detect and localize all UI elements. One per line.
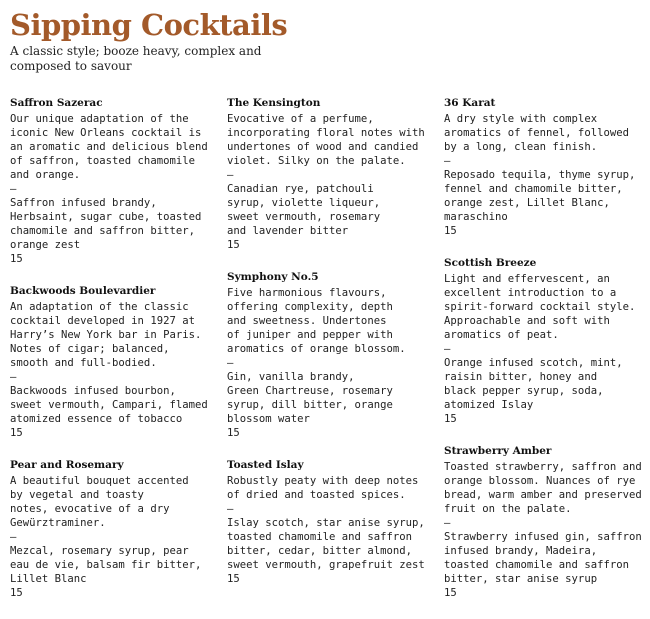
cocktail-item xyxy=(444,257,650,426)
cocktail-separator: — xyxy=(10,531,17,543)
menu-column-2 xyxy=(227,97,439,605)
cocktail-description: An adaptation of the classic cocktail developed in 1927 at Harry’s New York bar in Paris. Notes of cigar; balanced, smooth and full-bodied. xyxy=(10,301,202,369)
cocktail-price: 15 xyxy=(227,427,240,439)
cocktail-ingredients: Reposado tequila, thyme syrup, fennel and chamomile bitter, orange zest, Lillet Blanc, maraschino xyxy=(444,169,636,223)
cocktail-separator: — xyxy=(444,343,451,355)
cocktail-description: Evocative of a perfume, incorporating floral notes with undertones of wood and candied violet. Silky on the palate. xyxy=(227,113,425,167)
cocktail-name: Strawberry Amber xyxy=(444,445,552,457)
cocktail-ingredients: Canadian rye, patchouli syrup, violette liqueur, sweet vermouth, rosemary and lavender bitter xyxy=(227,183,381,237)
cocktail-separator: — xyxy=(10,371,17,383)
cocktail-name: The Kensington xyxy=(227,97,321,109)
cocktail-separator: — xyxy=(444,517,451,529)
cocktail-name: Scottish Breeze xyxy=(444,257,537,269)
cocktail-ingredients: Gin, vanilla brandy, Green Chartreuse, rosemary syrup, dill bitter, orange blossom water xyxy=(227,371,393,425)
cocktail-item xyxy=(10,97,222,266)
cocktail-ingredients: Orange infused scotch, mint, raisin bitter, honey and black pepper syrup, soda, atomized Islay xyxy=(444,357,623,411)
menu-column-1 xyxy=(10,97,222,619)
cocktail-item xyxy=(10,459,222,600)
cocktail-description: Light and effervescent, an excellent introduction to a spirit-forward cocktail style. Approachable and soft with aromatics of peat. xyxy=(444,273,636,341)
cocktail-name: Toasted Islay xyxy=(227,459,304,471)
page-subtitle: A classic style; booze heavy, complex and composed to savour xyxy=(10,44,262,73)
cocktail-price: 15 xyxy=(444,225,457,237)
cocktail-item xyxy=(227,459,439,586)
cocktail-price: 15 xyxy=(227,573,240,585)
cocktail-description: Five harmonious flavours, offering complexity, depth and sweetness. Undertones of juniper and pepper with aromatics of orange blossom. xyxy=(227,287,406,355)
cocktail-description: A beautiful bouquet accented by vegetal and toasty notes, evocative of a dry Gewürztraminer. xyxy=(10,475,189,529)
cocktail-item xyxy=(10,285,222,440)
cocktail-separator: — xyxy=(444,155,451,167)
cocktail-price: 15 xyxy=(227,239,240,251)
cocktail-separator: — xyxy=(227,357,234,369)
menu-column-3 xyxy=(444,97,650,619)
cocktail-description: Robustly peaty with deep notes of dried and toasted spices. xyxy=(227,475,419,501)
cocktail-separator: — xyxy=(10,183,17,195)
cocktail-ingredients: Islay scotch, star anise syrup, toasted chamomile and saffron bitter, cedar, bitter almond, sweet vermouth, grapefruit zest xyxy=(227,517,425,571)
cocktail-name: 36 Karat xyxy=(444,97,496,109)
cocktail-price: 15 xyxy=(10,587,23,599)
page-title: Sipping Cocktails xyxy=(10,8,288,42)
cocktail-separator: — xyxy=(227,503,234,515)
cocktail-ingredients: Backwoods infused bourbon, sweet vermouth, Campari, flamed atomized essence of tobacco xyxy=(10,385,208,425)
cocktail-description: Our unique adaptation of the iconic New Orleans cocktail is an aromatic and delicious blend of saffron, toasted chamomile and orange. xyxy=(10,113,208,181)
cocktail-item xyxy=(227,271,439,440)
cocktail-item xyxy=(444,445,650,600)
cocktail-ingredients: Strawberry infused gin, saffron infused brandy, Madeira, toasted chamomile and saffron bitter, star anise syrup xyxy=(444,531,642,585)
cocktail-price: 15 xyxy=(444,413,457,425)
cocktail-item xyxy=(227,97,439,252)
cocktail-price: 15 xyxy=(10,253,23,265)
cocktail-ingredients: Saffron infused brandy, Herbsaint, sugar cube, toasted chamomile and saffron bitter, orange zest xyxy=(10,197,202,251)
cocktail-description: Toasted strawberry, saffron and orange blossom. Nuances of rye bread, warm amber and preserved fruit on the palate. xyxy=(444,461,642,515)
cocktail-name: Saffron Sazerac xyxy=(10,97,103,109)
cocktail-description: A dry style with complex aromatics of fennel, followed by a long, clean finish. xyxy=(444,113,629,153)
cocktail-separator: — xyxy=(227,169,234,181)
cocktail-name: Backwoods Boulevardier xyxy=(10,285,156,297)
cocktail-price: 15 xyxy=(10,427,23,439)
cocktail-ingredients: Mezcal, rosemary syrup, pear eau de vie, balsam fir bitter, Lillet Blanc xyxy=(10,545,202,585)
cocktail-name: Symphony No.5 xyxy=(227,271,319,283)
cocktail-name: Pear and Rosemary xyxy=(10,459,124,471)
cocktail-price: 15 xyxy=(444,587,457,599)
cocktail-item xyxy=(444,97,650,238)
